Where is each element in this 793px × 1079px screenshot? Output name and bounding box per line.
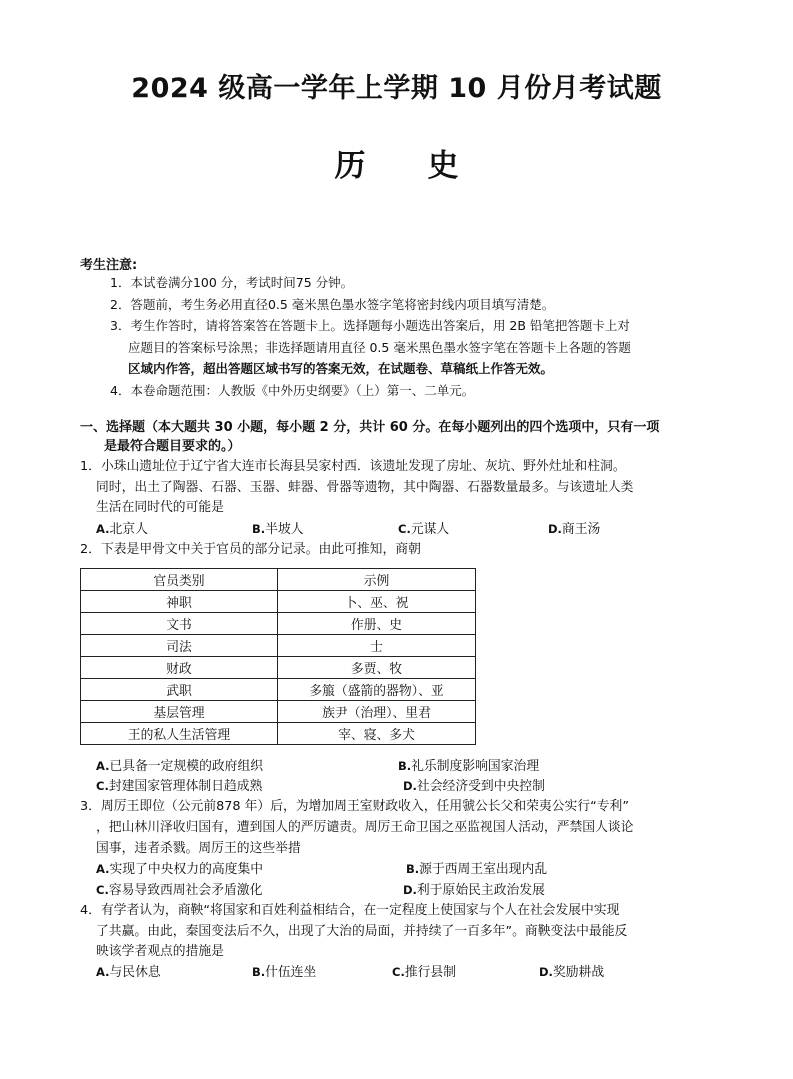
table-header: 示例 <box>278 569 476 591</box>
q4-option-a[interactable]: A.与民休息 <box>96 965 161 980</box>
table-cell: 神职 <box>81 591 278 613</box>
table-cell: 多贾、牧 <box>278 657 476 679</box>
table-cell: 财政 <box>81 657 278 679</box>
exam-title: 2024 级高一学年上学期 10 月份月考试题 <box>131 73 662 104</box>
q1-option-c[interactable]: C.元谋人 <box>398 522 450 537</box>
question-2-options <box>96 756 696 798</box>
table-cell: 武职 <box>81 679 278 701</box>
notice-heading: 考生注意: <box>80 258 138 273</box>
q3-option-d[interactable]: D.利于原始民主政治发展 <box>403 883 545 898</box>
notice-item-2: 2．答题前，考生务必用直径0.5 毫米黑色墨水签字笔将密封线内项目填写清楚。 <box>110 297 555 312</box>
q1-option-d[interactable]: D.商王汤 <box>548 522 601 537</box>
table-row <box>81 679 476 701</box>
q4-option-d[interactable]: D.奖励耕战 <box>539 965 605 980</box>
question-3-line-3: 国事，违者杀戮。周厉王的这些举措 <box>96 841 301 856</box>
q4-option-b[interactable]: B.什伍连坐 <box>252 965 317 980</box>
q3-option-b[interactable]: B.源于西周王室出现内乱 <box>406 862 548 877</box>
q1-option-b[interactable]: B.半坡人 <box>252 522 304 537</box>
notice-item-1: 1．本试卷满分100 分，考试时间75 分钟。 <box>110 275 354 290</box>
officials-table <box>80 568 476 745</box>
q3-option-c[interactable]: C.容易导致西周社会矛盾激化 <box>96 883 263 898</box>
question-3-line-1: 3．周厉王即位（公元前878 年）后，为增加周王室财政收入，任用虢公长父和荣夷公实行“专利” <box>80 799 629 814</box>
notice-item-3-bold: 区域内作答，超出答题区域书写的答案无效，在试题卷、草稿纸上作答无效。 <box>128 361 554 376</box>
table-cell: 士 <box>278 635 476 657</box>
question-4-options <box>96 962 696 984</box>
table-cell: 基层管理 <box>81 701 278 723</box>
subject-char-2: 史 <box>427 148 459 184</box>
table-row <box>81 657 476 679</box>
table-row <box>81 613 476 635</box>
question-2-stem: 2．下表是甲骨文中关于官员的部分记录。由此可推知，商朝 <box>80 542 421 557</box>
q1-option-a[interactable]: A.北京人 <box>96 522 148 537</box>
table-header-row <box>81 569 476 591</box>
question-4-line-2: 了共赢。由此，秦国变法后不久，出现了大治的局面，并持续了一百多年”。商鞅变法中最能反 <box>96 924 628 939</box>
notice-item-4: 4．本卷命题范围：人教版《中外历史纲要》（上）第一、二单元。 <box>110 383 475 398</box>
question-3-line-2: ，把山林川泽收归国有，遭到国人的严厉谴责。周厉王命卫国之巫监视国人活动，严禁国人谈论 <box>96 820 634 835</box>
subject-title <box>0 140 793 185</box>
table-cell: 族尹（治理）、里君 <box>278 701 476 723</box>
question-3-options <box>96 859 696 901</box>
q4-option-c[interactable]: C.推行县制 <box>392 965 456 980</box>
table-cell: 卜、巫、祝 <box>278 591 476 613</box>
question-1-line-2: 同时，出土了陶器、石器、玉器、蚌器、骨器等遗物，其中陶器、石器数量最多。与该遗址人类 <box>96 480 634 495</box>
table-cell: 作册、史 <box>278 613 476 635</box>
table-row <box>81 591 476 613</box>
notice-item-3: 3．考生作答时，请将答案答在答题卡上。选择题每小题选出答案后，用 2B 铅笔把答题卡上对 <box>110 318 630 333</box>
q2-option-a[interactable]: A.已具备一定规模的政府组织 <box>96 759 264 774</box>
q3-option-a[interactable]: A.实现了中央权力的高度集中 <box>96 862 264 877</box>
table-row <box>81 701 476 723</box>
q2-option-c[interactable]: C.封建国家管理体制日趋成熟 <box>96 779 263 794</box>
table-header: 官员类别 <box>81 569 278 591</box>
table-cell: 多箙（盛箭的器物）、亚 <box>278 679 476 701</box>
q2-option-d[interactable]: D.社会经济受到中央控制 <box>403 779 545 794</box>
table-row <box>81 723 476 745</box>
table-cell: 宰、寝、多犬 <box>278 723 476 745</box>
notice-item-3-cont: 应题目的答案标号涂黑；非选择题请用直径 0.5 毫米黑色墨水签字笔在答题卡上各题的答题 <box>128 340 631 355</box>
section-heading: 一、选择题（本大题共 30 小题，每小题 2 分，共计 60 分。在每小题列出的四个选项中，只有一项 <box>80 420 660 435</box>
section-heading-cont: 是最符合题目要求的。） <box>104 439 241 454</box>
table-cell: 司法 <box>81 635 278 657</box>
question-1-line-1: 1．小珠山遗址位于辽宁省大连市长海县吴家村西．该遗址发现了房址、灰坑、野外灶址和柱洞。 <box>80 459 626 474</box>
table-cell: 王的私人生活管理 <box>81 723 278 745</box>
q2-option-b[interactable]: B.礼乐制度影响国家治理 <box>398 759 540 774</box>
subject-char-1: 历 <box>334 148 366 184</box>
question-4-line-1: 4．有学者认为，商鞅“将国家和百姓利益相结合，在一定程度上使国家与个人在社会发展中实现 <box>80 903 620 918</box>
question-1-line-3: 生活在同时代的可能是 <box>96 500 224 515</box>
table-cell: 文书 <box>81 613 278 635</box>
question-4-line-3: 映该学者观点的措施是 <box>96 944 224 959</box>
table-row <box>81 635 476 657</box>
